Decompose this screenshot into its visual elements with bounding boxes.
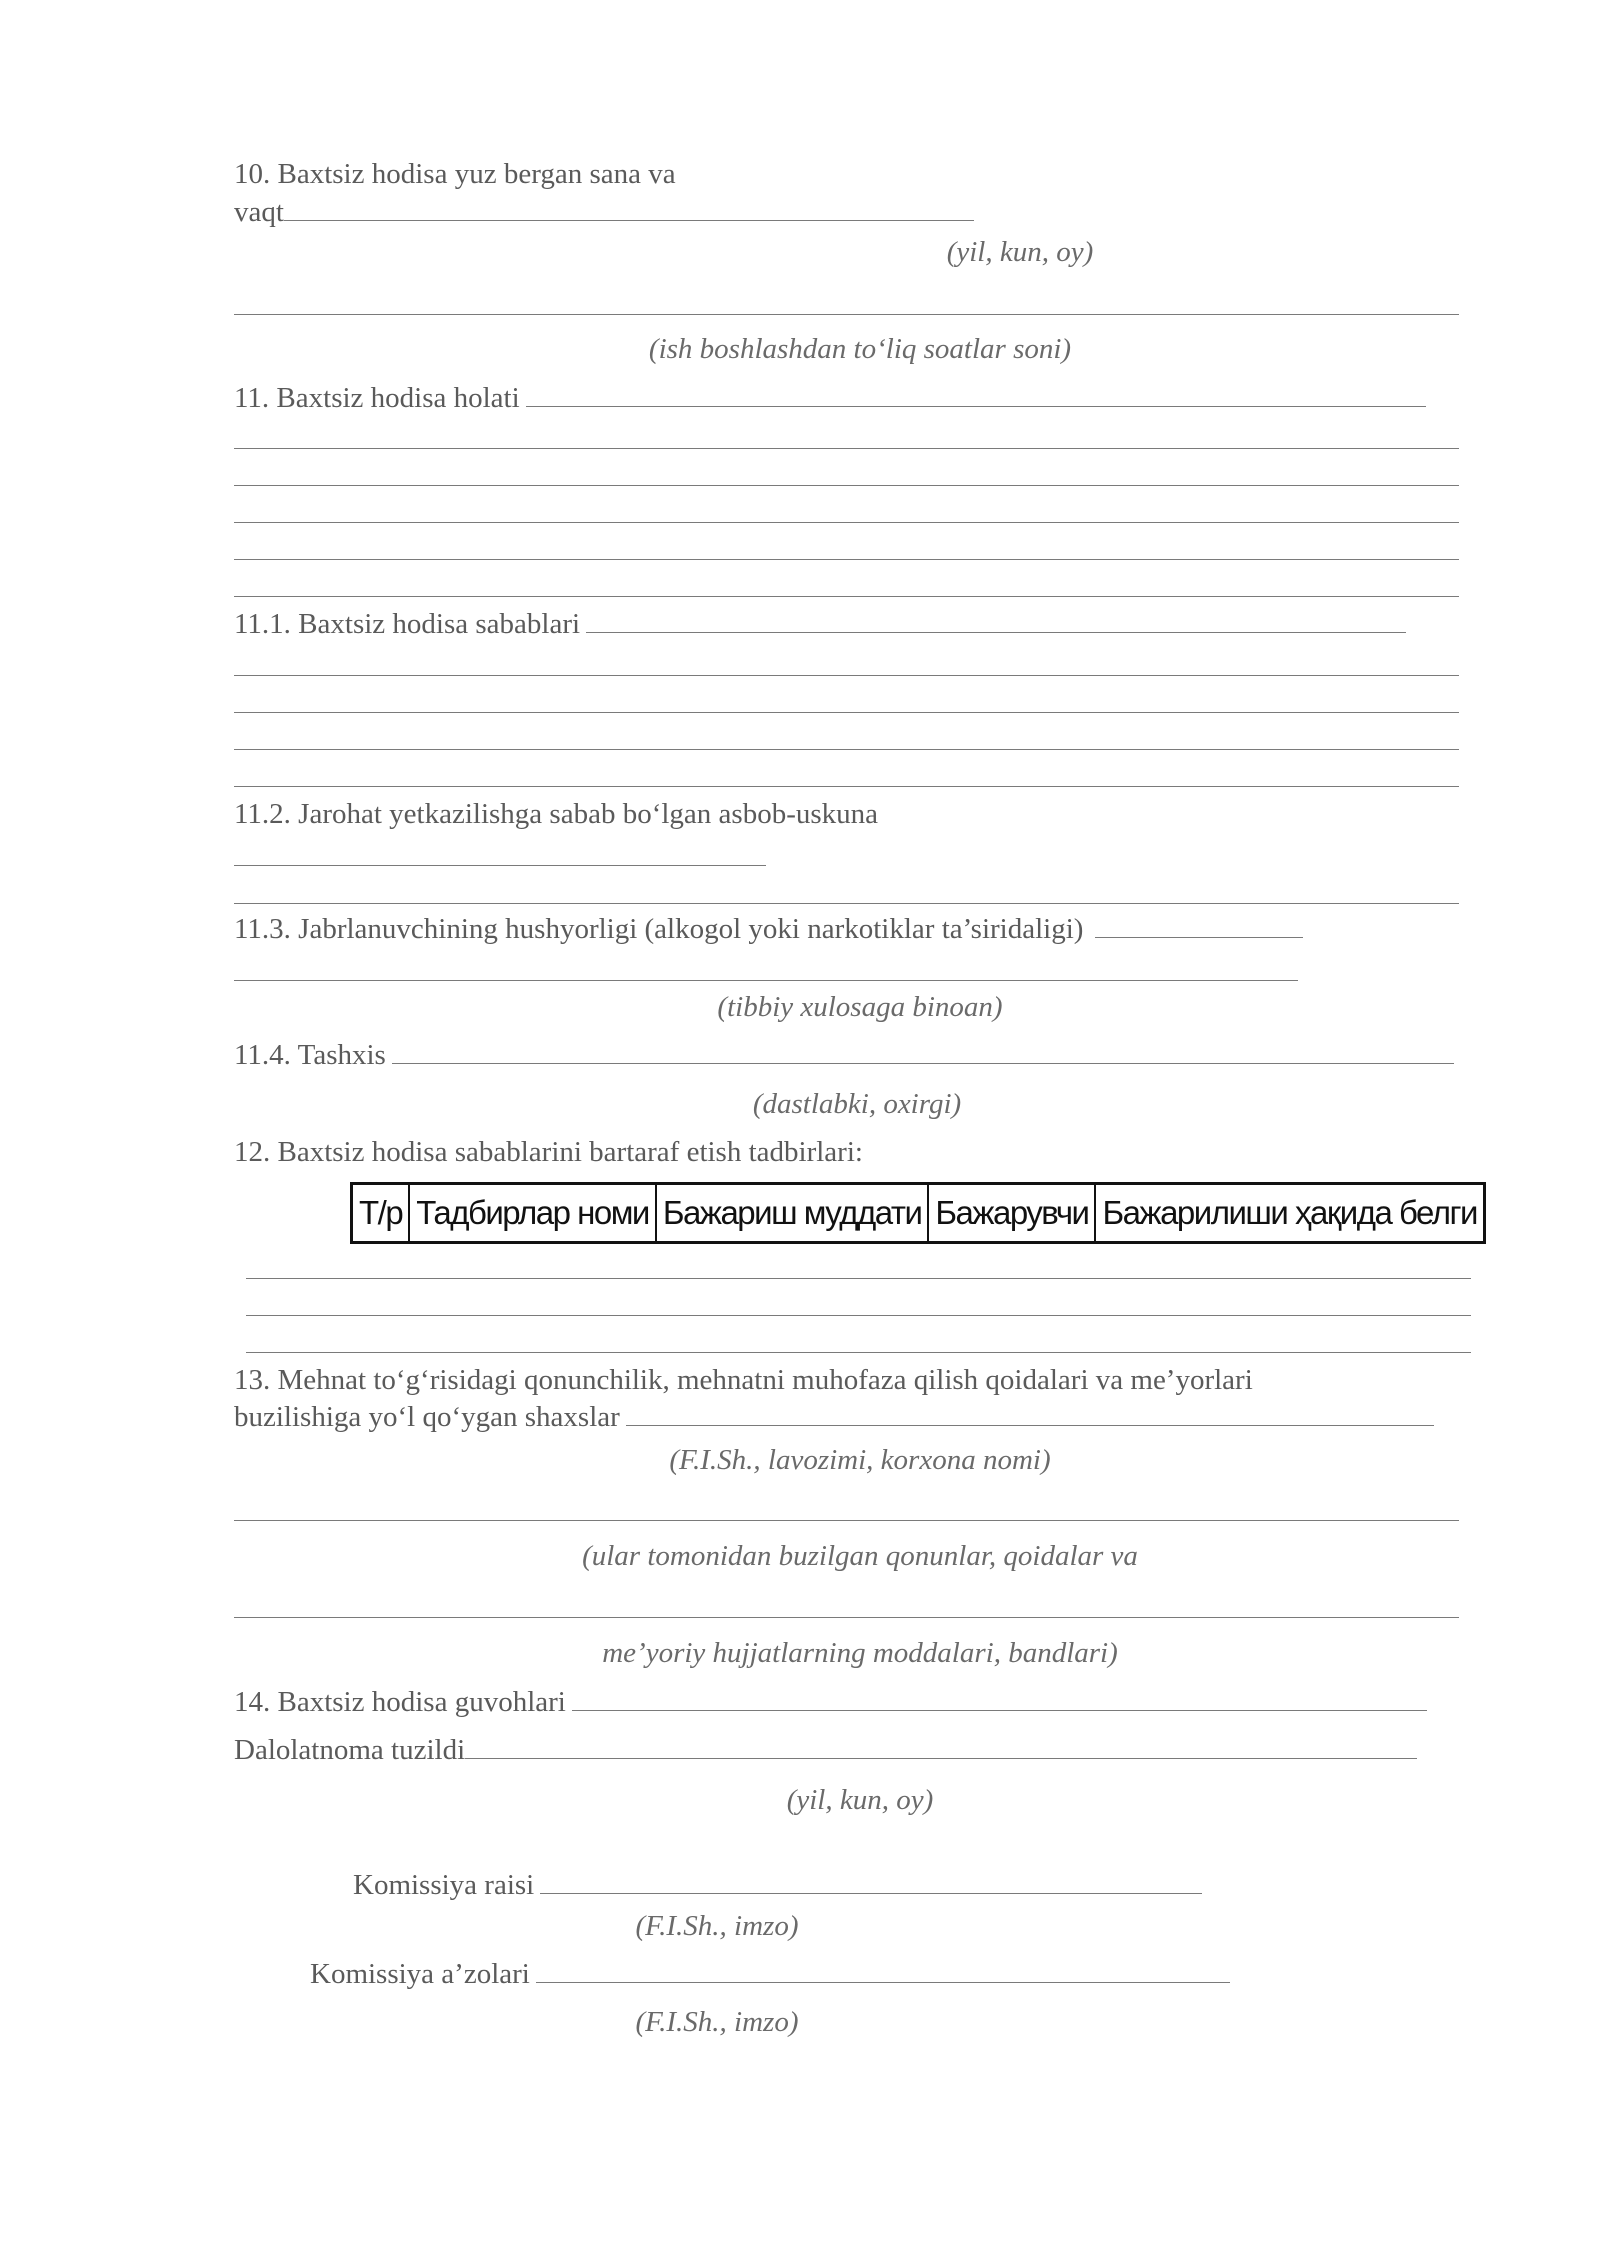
circumstances-line-2[interactable] (234, 448, 1459, 449)
measures-line-2[interactable] (246, 1315, 1471, 1316)
section-11-3-label (234, 912, 1303, 946)
measures-line-3[interactable] (246, 1352, 1471, 1353)
measures-table (350, 1182, 1486, 1244)
hint-violators: (F.I.Sh., lavozimi, korxona nomi) (669, 1444, 1051, 1476)
datetime-fill-line[interactable] (284, 198, 974, 221)
section-11-1-label (234, 607, 1406, 641)
section-11-2-label: 11.2. Jarohat yetkazilishga sabab bo‘lgan asbob-uskuna (234, 798, 879, 830)
members-label: Komissiya a’zolari (310, 1958, 530, 1990)
section-13-label-line2-text: buzilishiga yo‘l qo‘ygan shaxslar (234, 1401, 620, 1433)
equipment-fill-line-2[interactable] (234, 903, 1459, 904)
chair-label: Komissiya raisi (353, 1869, 535, 1901)
hint-hours: (ish boshlashdan to‘liq soatlar soni) (648, 333, 1072, 365)
hint-compiled-date: (yil, kun, oy) (786, 1784, 934, 1816)
hint-members: (F.I.Sh., imzo) (635, 2006, 799, 2038)
section-10-label-line1: 10. Baxtsiz hodisa yuz bergan sana va (234, 158, 676, 190)
col-deadline-header: Бажариш муддати (656, 1184, 929, 1243)
section-14-label (234, 1685, 1427, 1719)
circumstances-line-4[interactable] (234, 522, 1459, 523)
sobriety-fill-line[interactable] (1095, 915, 1303, 938)
causes-line-5[interactable] (234, 786, 1459, 787)
hint-violated-rules-1: (ular tomonidan buzilgan qonunlar, qoidalar va (582, 1540, 1138, 1572)
equipment-fill-line-1[interactable] (234, 865, 766, 866)
col-executor-header: Бажарувчи (928, 1184, 1095, 1243)
causes-line-4[interactable] (234, 749, 1459, 750)
circumstances-line-6[interactable] (234, 596, 1459, 597)
circumstances-line-3[interactable] (234, 485, 1459, 486)
hint-diagnosis: (dastlabki, oxirgi) (752, 1088, 962, 1120)
section-14-label-text: 14. Baxtsiz hodisa guvohlari (234, 1686, 566, 1718)
section-13-label-line2 (234, 1400, 1434, 1434)
chair-fill-line[interactable] (540, 1871, 1202, 1894)
section-10-label-vaqt: vaqt (234, 196, 284, 228)
causes-line-3[interactable] (234, 712, 1459, 713)
measures-line-1[interactable] (246, 1278, 1471, 1279)
section-11-label-text: 11. Baxtsiz hodisa holati (234, 382, 520, 414)
causes-line-2[interactable] (234, 675, 1459, 676)
diagnosis-fill-line[interactable] (392, 1041, 1454, 1064)
section-11-label (234, 381, 1426, 415)
section-11-1-label-text: 11.1. Baxtsiz hodisa sabablari (234, 608, 581, 640)
measures-table-header-row (352, 1184, 1485, 1243)
witnesses-fill-line[interactable] (572, 1688, 1427, 1711)
members-signature (310, 1957, 1230, 1991)
compiled-date-fill-line[interactable] (465, 1736, 1417, 1759)
circumstances-fill-line[interactable] (526, 384, 1426, 407)
hint-violated-rules-2: me’yoriy hujjatlarning moddalari, bandlari) (602, 1637, 1118, 1669)
section-11-4-label (234, 1038, 1454, 1072)
col-completion-header: Бажарилиши ҳақида белги (1095, 1184, 1484, 1243)
section-11-3-label-text: 11.3. Jabrlanuvchining hushyorligi (alkogol yoki narkotiklar ta’siridaligi) (234, 913, 1084, 945)
section-12-label: 12. Baxtsiz hodisa sabablarini bartaraf etish tadbirlari: (234, 1136, 863, 1168)
members-fill-line[interactable] (536, 1960, 1230, 1983)
hours-fill-line[interactable] (234, 314, 1459, 315)
violated-rules-fill-line-2[interactable] (234, 1617, 1459, 1618)
violated-rules-fill-line-1[interactable] (234, 1520, 1459, 1521)
col-number-header: Т/р (352, 1184, 410, 1243)
section-11-4-label-text: 11.4. Tashxis (234, 1039, 386, 1071)
causes-fill-line[interactable] (586, 610, 1406, 633)
compiled-label (234, 1733, 1417, 1767)
hint-medical: (tibbiy xulosaga binoan) (717, 991, 1003, 1023)
hint-chair: (F.I.Sh., imzo) (635, 1910, 799, 1942)
sobriety-fill-line-2[interactable] (234, 980, 1298, 981)
section-10-label-line2 (234, 195, 974, 229)
section-13-label-line1: 13. Mehnat to‘g‘risidagi qonunchilik, mehnatni muhofaza qilish qoidalari va me’yorlari (234, 1364, 1253, 1396)
col-measures-header: Тадбирлар номи (409, 1184, 656, 1243)
violators-fill-line[interactable] (626, 1403, 1434, 1426)
hint-date: (yil, kun, oy) (946, 236, 1094, 268)
chair-signature (353, 1868, 1202, 1902)
compiled-label-text: Dalolatnoma tuzildi (234, 1734, 466, 1766)
circumstances-line-5[interactable] (234, 559, 1459, 560)
